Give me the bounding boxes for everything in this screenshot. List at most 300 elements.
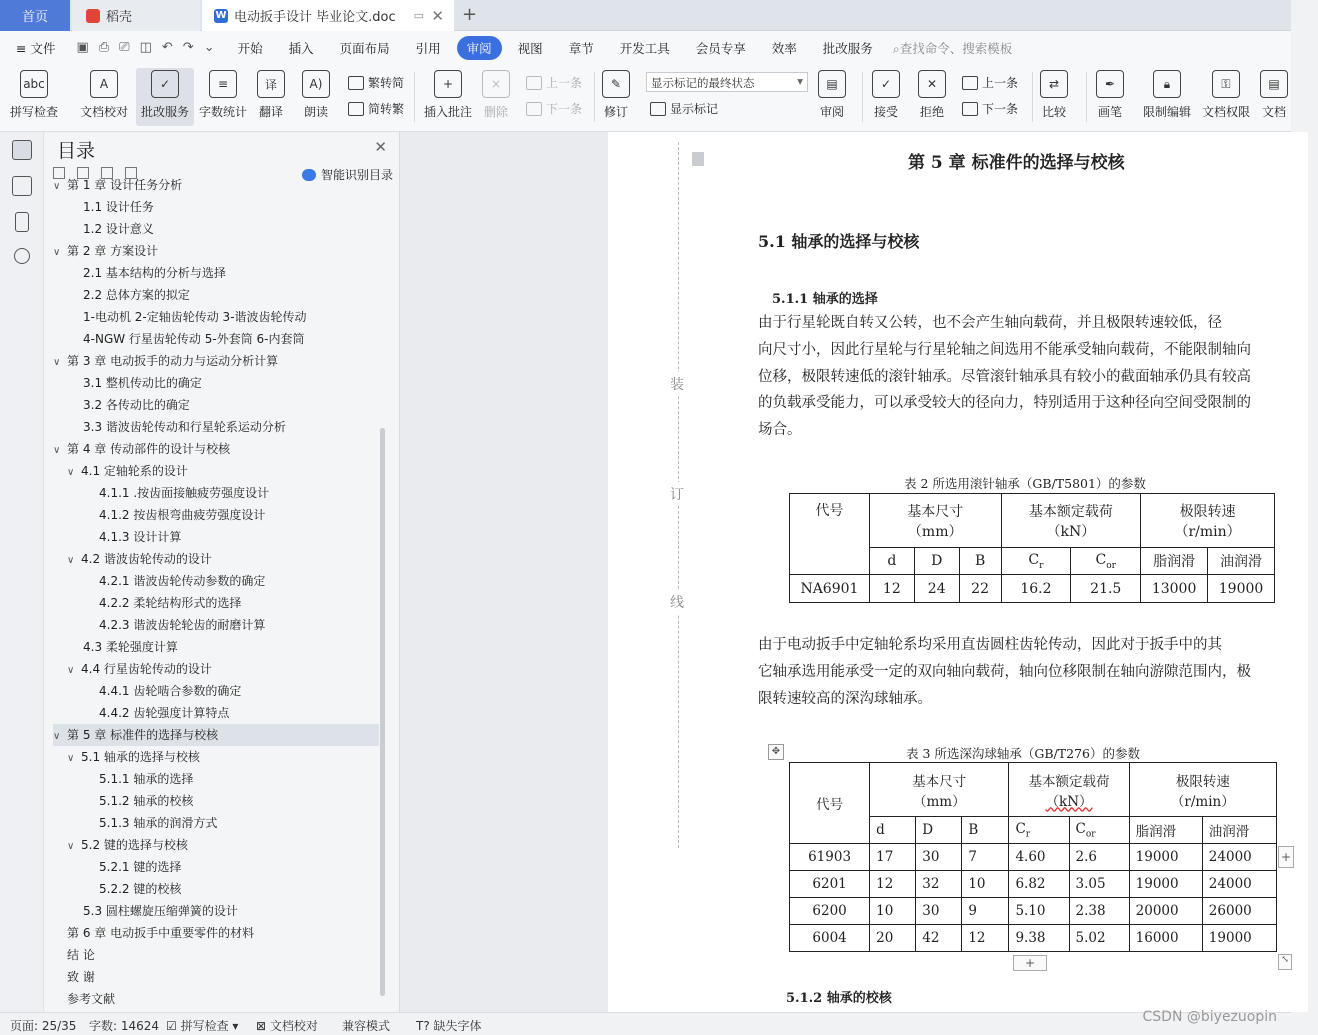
table-row (790, 925, 1277, 952)
toc-item-label: 2.1 基本结构的分析与选择 (83, 266, 226, 280)
watermark: CSDN @biyezuopin (1142, 1009, 1277, 1025)
doc-rights-icon: ⚿ (1212, 70, 1240, 98)
tab-bar (0, 0, 1291, 31)
table-cell: 24 (914, 575, 959, 603)
print-preview-icon[interactable]: ◫ (139, 40, 152, 55)
toc-item-label: 第 3 章 电动扳手的动力与运动分析计算 (67, 354, 279, 368)
toc-item[interactable] (53, 262, 379, 284)
table-cell: 2.6 (1069, 844, 1129, 871)
accept-label: 接受 (873, 105, 898, 119)
toc-item[interactable] (53, 900, 379, 922)
table-cell: 10 (962, 871, 1009, 898)
toc-item[interactable] (53, 174, 379, 196)
accept-button[interactable] (872, 68, 900, 126)
header-cell (1009, 763, 1129, 817)
table-body (790, 844, 1277, 952)
toc-item-label: 第 2 章 方案设计 (67, 244, 159, 258)
toc-item-label: 1.2 设计意义 (83, 222, 154, 236)
insert-comment-icon: + (434, 70, 462, 98)
next-comment-button[interactable] (526, 100, 582, 117)
spellcheck-icon: abc (20, 70, 48, 98)
customize-qa-icon[interactable]: ⌄ (203, 40, 215, 55)
review-pane-label: 审阅 (819, 105, 844, 119)
ribbon-separator (1086, 72, 1087, 122)
chevron-down-icon[interactable]: ∨ (53, 247, 61, 258)
show-markup-button[interactable] (650, 100, 718, 117)
chevron-down-icon[interactable]: ∨ (53, 357, 61, 368)
word-count[interactable]: 字数: 14624 (89, 1019, 160, 1033)
header-cell (1129, 763, 1276, 817)
review-service-label: 批改服务 (140, 105, 189, 119)
doc-rights-button[interactable] (1202, 68, 1250, 126)
toc-item[interactable] (53, 856, 379, 878)
ribbon-separator (414, 72, 415, 122)
table-cell: 6.82 (1009, 871, 1069, 898)
tab-document-label: 电动扳手设计 毕业论文.doc (234, 10, 396, 25)
table-resize-handle[interactable]: ⤡ (1278, 954, 1292, 970)
translate-button[interactable] (257, 68, 285, 126)
track-changes-button[interactable] (602, 68, 630, 126)
export-pdf-icon[interactable]: ⎙ (98, 40, 110, 55)
sub-header-cell: D (916, 817, 962, 844)
table-cell: 61903 (790, 844, 870, 871)
toc-item-label: 4.4.1 齿轮啮合参数的确定 (99, 684, 242, 698)
to-traditional-button[interactable] (348, 74, 404, 91)
toc-item-label: 4.1.2 按齿根弯曲疲劳强度设计 (99, 508, 266, 522)
header-unit: （mm） (907, 523, 963, 540)
bookmark-icon[interactable] (15, 212, 29, 232)
toc-item-label: 5.3 圆柱螺旋压缩弹簧的设计 (83, 904, 238, 918)
table-cell: 24000 (1202, 871, 1276, 898)
header-cell (1001, 494, 1141, 548)
toc-item-label: 4.1.1 .按齿面接触疲劳强度设计 (99, 486, 270, 500)
text-line: 场合。 (758, 422, 802, 439)
toc-item[interactable] (53, 922, 379, 944)
doc-check-button[interactable] (80, 68, 128, 126)
chevron-down-icon[interactable]: ∨ (53, 731, 61, 742)
missing-font-status[interactable] (416, 1017, 482, 1034)
page-indicator[interactable]: 页面: 25/35 (10, 1019, 77, 1033)
compare-button[interactable] (1040, 68, 1068, 126)
toc-item-label: 参考文献 (67, 992, 116, 1006)
sub-header-cell: d (869, 548, 914, 575)
menu-insert[interactable]: 插入 (288, 40, 314, 56)
table-cell: 20 (870, 925, 916, 952)
prev-comment-label: 上一条 (546, 76, 583, 90)
toc-item[interactable] (53, 328, 379, 350)
ribbon-separator (862, 72, 863, 122)
header-cell: 代号 (790, 763, 870, 844)
toc-item[interactable] (53, 416, 379, 438)
toc-item[interactable] (53, 636, 379, 658)
chevron-down-icon[interactable]: ∨ (67, 467, 75, 478)
header-text: 基本额定载荷 (1028, 773, 1110, 790)
toc-item-label: 第 4 章 传动部件的设计与校核 (67, 442, 231, 456)
sub-header-cell (1071, 548, 1141, 575)
toc-item-label: 4.3 柔轮强度计算 (83, 640, 178, 654)
delete-comment-label: 删除 (483, 105, 508, 119)
menu-view[interactable]: 视图 (517, 40, 543, 56)
sub-header-cell (1069, 817, 1129, 844)
side-rail (0, 132, 44, 1012)
close-tab-icon[interactable]: ✕ (431, 6, 444, 25)
toc-item[interactable] (53, 240, 379, 262)
pen-button[interactable] (1096, 68, 1124, 126)
read-aloud-label: 朗读 (303, 105, 328, 119)
proofread-status-label: 文档校对 (269, 1019, 318, 1033)
translate-icon: 译 (257, 70, 285, 98)
header-cell (1141, 494, 1275, 548)
simplified-icon (348, 102, 364, 116)
table-cell: 2.38 (1069, 898, 1129, 925)
translate-label: 翻译 (258, 105, 283, 119)
toc-item-label: 4.2.2 柔轮结构形式的选择 (99, 596, 242, 610)
toc-item-label: 5.1.2 轴承的校核 (99, 794, 194, 808)
doc-more-label: 文档 (1261, 105, 1286, 119)
table-cell: 9 (962, 898, 1009, 925)
table-cell: 17 (870, 844, 916, 871)
to-traditional-label: 繁转简 (368, 76, 405, 90)
restrict-edit-button[interactable] (1143, 68, 1191, 126)
table-caption: 表 3 所选深沟球轴承（GB/T276）的参数 (906, 746, 1140, 761)
table-cell: 20000 (1129, 898, 1202, 925)
toc-item[interactable] (53, 394, 379, 416)
toc-item-label: 1-电动机 2-定轴齿轮传动 3-谐波齿轮传动 (83, 310, 307, 324)
toc-item-label: 4.4.2 齿轮强度计算特点 (99, 706, 230, 720)
smart-toc-label: 智能识别目录 (320, 168, 393, 182)
table-cell: 19000 (1208, 575, 1275, 603)
next-change-label: 下一条 (982, 102, 1019, 116)
track-changes-icon: ✎ (602, 70, 630, 98)
toc-item[interactable] (53, 944, 379, 966)
toc-item[interactable] (53, 372, 379, 394)
review-pane-button[interactable] (818, 68, 846, 126)
toc-panel-icon[interactable] (12, 140, 32, 160)
toc-item[interactable] (53, 592, 379, 614)
toc-item[interactable] (53, 350, 379, 372)
next-comment-label: 下一条 (546, 102, 583, 116)
table-cell: 19000 (1202, 925, 1276, 952)
header-text: 极限转速 (1179, 503, 1236, 520)
toc-item-label: 4.4 行星齿轮传动的设计 (81, 662, 212, 676)
delete-comment-button[interactable] (482, 68, 510, 126)
next-change-button[interactable] (962, 100, 1018, 117)
prev-change-icon (962, 76, 978, 90)
toc-item[interactable] (53, 460, 379, 482)
show-markup-label: 显示标记 (670, 102, 719, 116)
toc-item[interactable] (53, 548, 379, 570)
subscript: or (1106, 560, 1116, 571)
table-cell: 10 (870, 898, 916, 925)
reject-button[interactable] (918, 68, 946, 126)
table-cell: NA6901 (790, 575, 870, 603)
review-service-button[interactable] (136, 68, 194, 126)
toc-item-label: 4.2 谐波齿轮传动的设计 (81, 552, 212, 566)
header-unit: （r/min） (1174, 523, 1241, 540)
toc-item-label: 1.1 设计任务 (83, 200, 154, 214)
compat-mode[interactable]: 兼容模式 (342, 1019, 391, 1033)
compare-label: 比较 (1041, 105, 1066, 119)
missing-font-label: 缺失字体 (433, 1019, 482, 1033)
table-cell: 6004 (790, 925, 870, 952)
show-markup-icon (650, 102, 666, 116)
ribbon-separator (594, 72, 595, 122)
navigation-icon[interactable] (12, 176, 32, 196)
doc-rights-label: 文档权限 (1202, 105, 1251, 119)
menu-page-layout[interactable]: 页面布局 (339, 40, 390, 56)
tab-daoke-label: 稻壳 (106, 10, 133, 25)
header-unit: （r/min） (1170, 793, 1235, 810)
window-pin-icon[interactable]: ▭ (413, 9, 424, 22)
word-doc-icon: W (215, 9, 227, 21)
table-cell: 3.05 (1069, 871, 1129, 898)
toc-item[interactable] (53, 724, 379, 746)
insert-comment-button[interactable] (424, 68, 472, 126)
menu-efficiency[interactable]: 效率 (771, 40, 797, 56)
review-pane-icon: ▤ (818, 70, 846, 98)
document-page[interactable] (608, 132, 1308, 1012)
to-simplified-button[interactable] (348, 100, 404, 117)
header-text: 基本尺寸 (907, 503, 964, 520)
table-row (790, 898, 1277, 925)
toc-item[interactable] (53, 790, 379, 812)
spellcheck-status[interactable]: ☑ 拼写检查 ▾ (166, 1019, 239, 1033)
toc-item[interactable] (53, 702, 379, 724)
toc-item[interactable] (53, 812, 379, 834)
toc-item[interactable] (53, 878, 379, 900)
font-warning-icon: T? (416, 1019, 430, 1033)
insert-comment-label: 插入批注 (424, 105, 473, 119)
table-cell: 22 (959, 575, 1001, 603)
table-cell: 6201 (790, 871, 870, 898)
needle-bearing-table (789, 493, 1275, 603)
header-unit: （kN） (1046, 523, 1096, 540)
table-cell: 42 (916, 925, 962, 952)
delete-comment-icon: × (482, 70, 510, 98)
sub-header-cell: D (914, 548, 959, 575)
spellcheck-button[interactable] (10, 68, 58, 126)
toc-item[interactable] (53, 196, 379, 218)
tab-daoke[interactable] (72, 0, 200, 31)
toc-item[interactable] (53, 746, 379, 768)
sub-header-cell: 脂润滑 (1141, 548, 1208, 575)
toc-item[interactable] (53, 482, 379, 504)
toc-scrollbar[interactable] (380, 428, 385, 996)
prev-comment-button[interactable] (526, 74, 582, 91)
menu-developer[interactable]: 开发工具 (619, 40, 670, 56)
read-aloud-button[interactable] (302, 68, 330, 126)
reject-icon: ✕ (918, 70, 946, 98)
toc-item-label: 4-NGW 行星齿轮传动 5-外套筒 6-内套筒 (83, 332, 305, 346)
tab-home[interactable] (0, 0, 70, 31)
table-cell: 24000 (1202, 844, 1276, 871)
table-cell: 16000 (1129, 925, 1202, 952)
table-cell: 7 (962, 844, 1009, 871)
sub-header-cell: B (962, 817, 1009, 844)
search-icon[interactable] (14, 248, 30, 264)
chevron-down-icon[interactable]: ∨ (53, 445, 61, 456)
sub-header-text: C (1015, 820, 1026, 837)
spellcheck-label: 拼写检查 (10, 105, 59, 119)
toc-item[interactable] (53, 570, 379, 592)
toc-item-label: 5.2 键的选择与校核 (81, 838, 188, 852)
chevron-down-icon[interactable]: ∨ (67, 841, 75, 852)
word-count-button[interactable] (199, 68, 247, 126)
table-cell: 26000 (1202, 898, 1276, 925)
toc-item[interactable] (53, 768, 379, 790)
sub-header-text: C (1095, 551, 1107, 568)
proofread-status[interactable] (256, 1017, 318, 1034)
toc-item-label: 致 谢 (67, 970, 95, 984)
header-cell: 代号 (790, 494, 870, 575)
toc-item-label: 5.2.2 键的校核 (99, 882, 182, 896)
toc-item[interactable] (53, 284, 379, 306)
header-cell (870, 763, 1009, 817)
table-row (790, 844, 1277, 871)
table-cell: 5.02 (1069, 925, 1129, 952)
sub-header-cell: d (870, 817, 916, 844)
paragraph (758, 632, 1318, 712)
table-cell: 9.38 (1009, 925, 1069, 952)
proofread-icon: ⊠ (256, 1019, 267, 1033)
toc-list (53, 178, 379, 1006)
ribbon-separator (1032, 72, 1033, 122)
table-caption: 表 2 所选用滚针轴承（GB/T5801）的参数 (904, 476, 1146, 491)
menu-member[interactable]: 会员专享 (695, 40, 746, 56)
header-unit: （kN） (1045, 793, 1093, 810)
table-cell: 21.5 (1071, 575, 1141, 603)
prev-change-button[interactable] (962, 74, 1018, 91)
accept-icon: ✓ (872, 70, 900, 98)
command-search[interactable] (893, 39, 1013, 57)
table-cell: 6200 (790, 898, 870, 925)
subscript: r (1039, 560, 1044, 571)
sub-header-cell: 脂润滑 (1129, 817, 1202, 844)
toc-item-label: 3.3 谐波齿轮传动和行星轮系运动分析 (83, 420, 286, 434)
table-cell: 19000 (1129, 871, 1202, 898)
add-row-button[interactable]: + (1013, 955, 1047, 971)
toc-item-label: 第 5 章 标准件的选择与校核 (67, 728, 219, 742)
toc-item-label: 4.2.1 谐波齿轮传动参数的确定 (99, 574, 266, 588)
restrict-edit-icon: 🔒︎ (1153, 70, 1181, 98)
quick-access-toolbar (71, 40, 219, 55)
toc-item-label: 结 论 (67, 948, 95, 962)
save-icon[interactable]: ▣ (76, 40, 89, 55)
toc-item-label: 4.1.3 设计计算 (99, 530, 182, 544)
header-text: 基本尺寸 (912, 773, 967, 790)
toc-item[interactable] (53, 680, 379, 702)
document-area (400, 132, 1291, 1012)
table-cell: 4.60 (1009, 844, 1069, 871)
new-tab-icon[interactable]: + (462, 4, 478, 25)
redo-icon[interactable]: ↷ (182, 40, 194, 55)
print-icon[interactable]: ⎚ (119, 40, 130, 55)
command-search-placeholder: 查找命令、搜索模板 (899, 40, 1013, 56)
file-menu[interactable]: ≡ 文件 (16, 40, 56, 56)
word-count-icon: ≡ (209, 70, 237, 98)
doc-check-label: 文档校对 (80, 105, 129, 119)
traditional-icon (348, 76, 364, 90)
menu-chapter[interactable]: 章节 (568, 40, 594, 56)
toc-item-label: 3.2 各传动比的确定 (83, 398, 190, 412)
chevron-down-icon[interactable]: ∨ (67, 555, 75, 566)
subscript: or (1085, 829, 1096, 840)
sub-header-cell: 油润滑 (1202, 817, 1276, 844)
sub-header-text: C (1075, 820, 1086, 837)
toc-item[interactable] (53, 438, 379, 460)
table-cell: 12 (870, 871, 916, 898)
to-simplified-label: 简转繁 (368, 102, 405, 116)
text-line: 由于电动扳手中定轴轮系均采用直齿圆柱齿轮传动，因此对于扳手中的其 (758, 637, 1222, 653)
table-cell: 13000 (1141, 575, 1208, 603)
paragraph (758, 310, 1318, 444)
toc-item-label: 2.2 总体方案的拟定 (83, 288, 190, 302)
toc-item[interactable] (53, 526, 379, 548)
deep-groove-bearing-table (789, 762, 1277, 952)
search-icon: ⌕ (892, 40, 900, 56)
chapter-heading: 第 5 章 标准件的选择与校核 (908, 153, 1125, 173)
markup-state-select[interactable] (646, 72, 808, 92)
add-column-button[interactable]: + (1278, 846, 1294, 868)
spellcheck-status-label: 拼写检查 (180, 1019, 229, 1033)
reject-label: 拒绝 (919, 105, 944, 119)
toc-item-label: 5.2.1 键的选择 (99, 860, 182, 874)
sub-header-text: C (1028, 551, 1040, 568)
text-line: 的负载承受能力，可以承受较大的径向力，特别适用于这种径向空间受限制的 (758, 395, 1251, 412)
text-line: 向尺寸小，因此行星轮与行星轮轴之间选用不能承受轴向载荷，不能限制轴向 (758, 341, 1251, 358)
undo-icon[interactable]: ↶ (161, 40, 173, 55)
tab-document[interactable] (202, 0, 454, 31)
track-changes-label: 修订 (603, 105, 628, 119)
menu-review-service[interactable]: 批改服务 (822, 40, 873, 56)
subscript: r (1025, 829, 1031, 840)
header-cell (869, 494, 1001, 548)
toc-item[interactable] (53, 504, 379, 526)
toc-item[interactable] (53, 614, 379, 636)
menu-review[interactable]: 审阅 (457, 36, 502, 60)
toc-item[interactable] (53, 834, 379, 856)
toc-item-label: 5.1 轴承的选择与校核 (81, 750, 200, 764)
sub-header-cell (1001, 548, 1071, 575)
paragraph-options-icon[interactable] (692, 152, 704, 166)
table-move-handle[interactable]: ✥ (768, 744, 784, 760)
table-cell: 19000 (1129, 844, 1202, 871)
menu-start[interactable]: 开始 (237, 40, 263, 56)
table-cell: 32 (916, 871, 962, 898)
toc-item[interactable] (53, 966, 379, 988)
checkbox-icon: ☑ (166, 1019, 177, 1033)
menu-references[interactable]: 引用 (415, 40, 441, 56)
toc-item[interactable] (53, 306, 379, 328)
status-bar (0, 1009, 1291, 1035)
close-panel-icon[interactable]: ✕ (374, 138, 387, 156)
table-cell: 16.2 (1001, 575, 1071, 603)
doc-more-button[interactable] (1260, 68, 1288, 126)
toc-item[interactable] (53, 658, 379, 680)
toc-item-label: 4.2.3 谐波齿轮轮齿的耐磨计算 (99, 618, 266, 632)
toc-item[interactable] (53, 218, 379, 240)
chevron-down-icon[interactable]: ∨ (67, 753, 75, 764)
toc-item-label: 5.1.1 轴承的选择 (99, 772, 194, 786)
subsection-heading: 5.1.2 轴承的校核 (786, 991, 892, 1006)
chevron-down-icon[interactable]: ∨ (67, 665, 75, 676)
chevron-down-icon[interactable]: ∨ (53, 181, 61, 192)
toc-item[interactable] (53, 988, 379, 1010)
toc-panel (45, 132, 400, 1012)
next-comment-icon (526, 102, 542, 116)
subsection-heading: 5.1.1 轴承的选择 (772, 292, 878, 307)
review-service-icon: ✓ (151, 70, 179, 98)
